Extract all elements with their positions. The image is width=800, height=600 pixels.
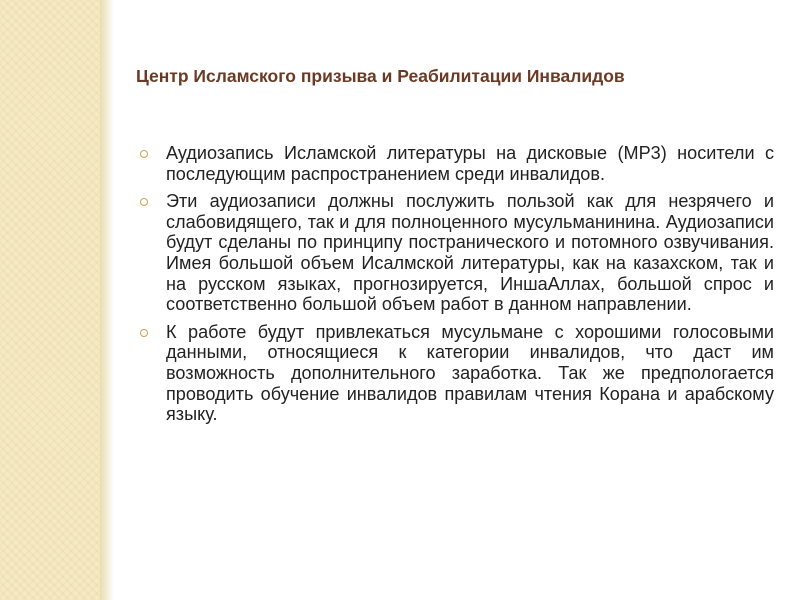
hollow-circle-bullet-icon — [140, 150, 148, 158]
bullet-text: К работе будут привлекаться мусульмане с хорошими голосовыми данными, относящиеся к категории инвалидов, что даст им возможность дополнительного заработка. Так же предпологается проводить обучение инвалидов правилам чтения Корана и арабскому языку. — [166, 321, 774, 425]
bullet-item-audio-recording — [140, 143, 774, 184]
decorative-left-band — [0, 0, 100, 600]
bullet-text: Аудиозапись Исламской литературы на дисковые (МР3) носители с последующим распространением среди инвалидов. — [166, 143, 774, 184]
slide-title: Центр Исламского призыва и Реабилитации Инвалидов — [136, 66, 625, 86]
bullet-text: Эти аудиозаписи должны послужить пользой как для незрячего и слабовидящего, так и для полноценного мусульманинина. Аудиозаписи будут сделаны по принципу постранического и потомного озвучивания. Имея большой объем Исалмской литературы, как на казахском, так и на русском языках, прогнозируется, ИншаАллах, большой спрос и соответственно большой объем работ в данном направлении. — [166, 191, 774, 315]
hollow-circle-bullet-icon — [140, 198, 148, 206]
hollow-circle-bullet-icon — [140, 329, 148, 337]
bullet-item-employment — [140, 322, 774, 425]
bullet-item-benefit — [140, 191, 774, 315]
bullet-list — [140, 143, 774, 432]
decorative-band-edge — [100, 0, 114, 600]
